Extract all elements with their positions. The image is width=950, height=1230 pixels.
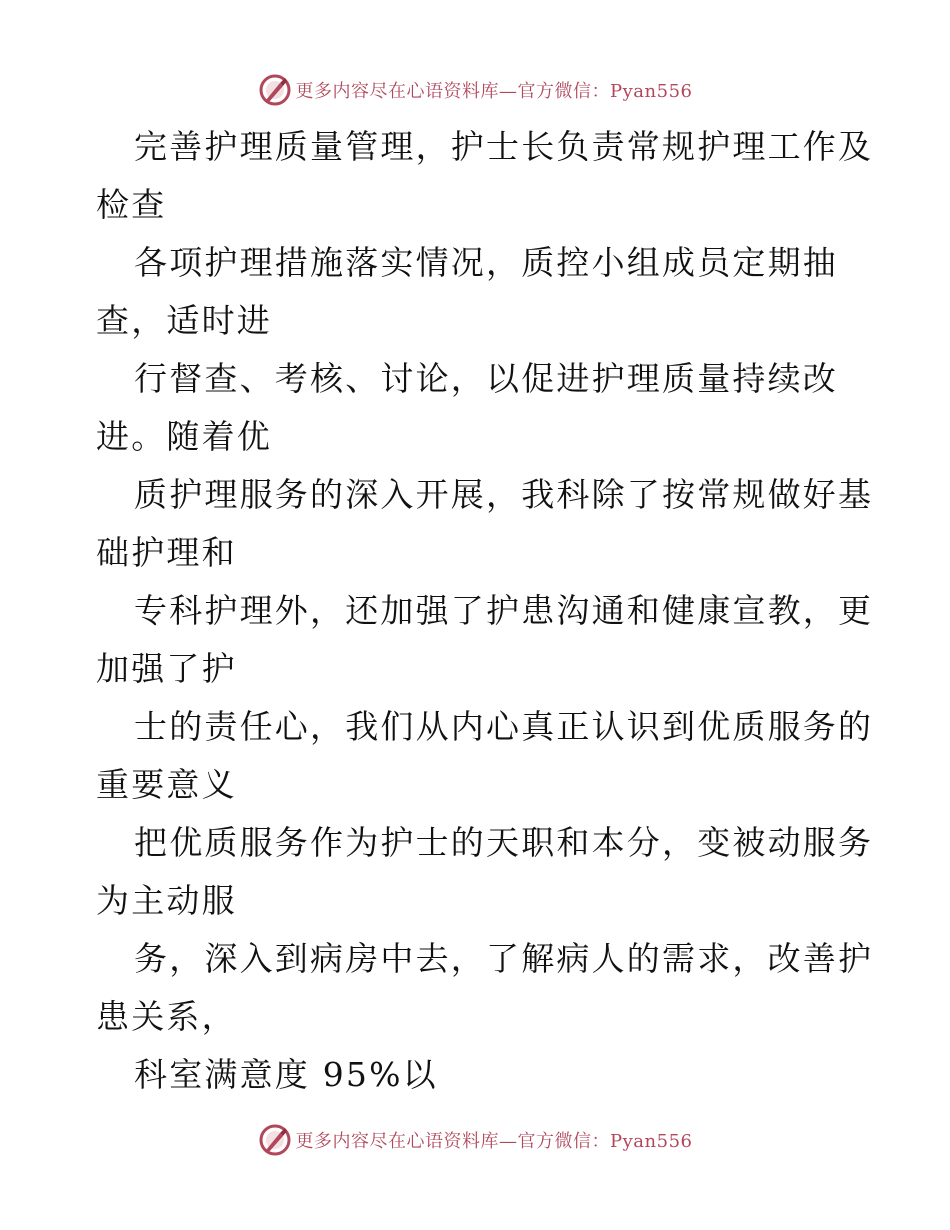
paragraph [96,118,876,234]
footer-watermark [0,1120,950,1160]
paragraph-line: 检查 [96,185,167,224]
paragraph-line: 患关系， [96,997,237,1036]
paragraph-line: 各项护理措施落实情况，质控小组成员定期抽 [134,243,838,282]
paragraph [96,698,876,814]
paragraph-line: 士的责任心，我们从内心真正认识到优质服务的 [134,707,874,746]
paragraph-line: 务，深入到病房中去，了解病人的需求，改善护 [134,939,874,978]
paragraph-line: 查，适时进 [96,301,272,340]
paragraph [96,930,876,1046]
header-watermark [0,70,950,110]
paragraph-line: 为主动服 [96,881,237,920]
paragraph-line: 行督查、考核、讨论，以促进护理质量持续改 [134,359,838,398]
paragraph [96,814,876,930]
paragraph-line: 重要意义 [96,765,237,804]
document-body [96,118,876,1104]
paragraph-line: 础护理和 [96,533,237,572]
paragraph [96,350,876,466]
paragraph-line: 科室满意度 95%以 [134,1055,438,1094]
paragraph-line: 进。随着优 [96,417,272,456]
paragraph-line: 加强了护 [96,649,237,688]
paragraph-line: 完善护理质量管理，护士长负责常规护理工作及 [134,127,874,166]
paragraph [96,582,876,698]
pen-logo-icon [258,73,292,107]
paragraph [96,234,876,350]
paragraph-line: 把优质服务作为护士的天职和本分，变被动服务 [134,823,874,862]
paragraph-line: 质护理服务的深入开展，我科除了按常规做好基 [134,475,874,514]
watermark-text: 更多内容尽在心语资料库—官方微信：Pyan556 [295,81,693,102]
watermark-text: 更多内容尽在心语资料库—官方微信：Pyan556 [295,1131,693,1152]
paragraph-line: 专科护理外，还加强了护患沟通和健康宣教，更 [134,591,874,630]
paragraph [96,466,876,582]
paragraph [96,1046,876,1104]
pen-logo-icon [258,1123,292,1157]
